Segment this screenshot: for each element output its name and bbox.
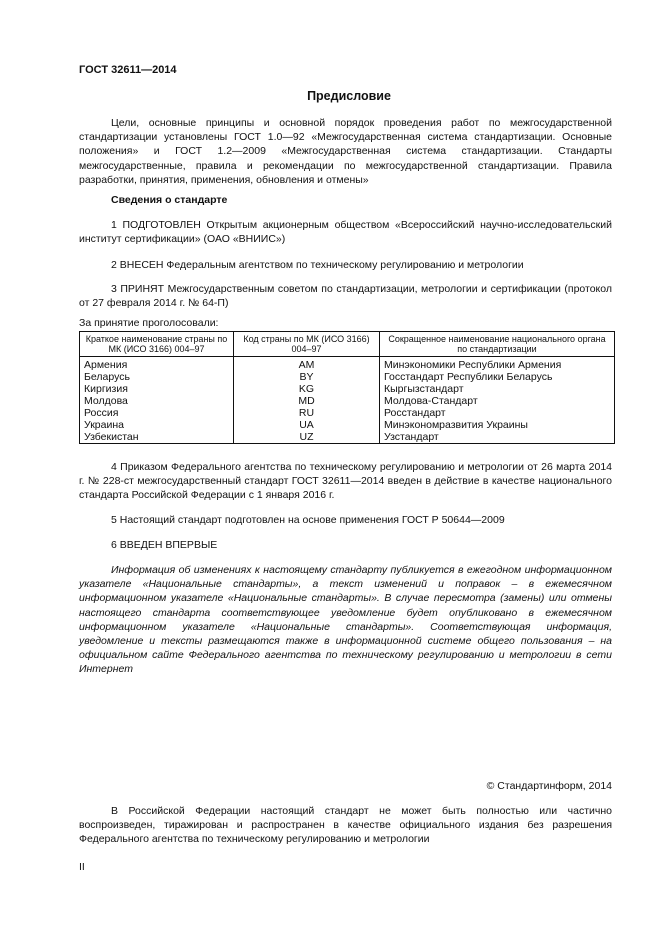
body-cell: Госстандарт Республики Беларусь <box>380 371 615 383</box>
item-5-basis: 5 Настоящий стандарт подготовлен на основе применения ГОСТ Р 50644—2009 <box>111 514 505 526</box>
item-3-adopted: 3 ПРИНЯТ Межгосударственным советом по стандартизации, метрологии и сертификации (протокол от 27 февраля 2014 г. № 64-П) <box>79 283 612 310</box>
country-cell: Беларусь <box>80 371 234 383</box>
table-row <box>80 407 615 419</box>
country-cell: Молдова <box>80 395 234 407</box>
vote-label: За принятие проголосовали: <box>79 317 219 329</box>
intro-paragraph: Цели, основные принципы и основной порядок проведения работ по межгосударственной стандартизации установлены ГОСТ 1.0—92 «Межгосударственная система стандартизации. Основные положения» и ГОСТ 1.2—2009 «Межгосударственная система стандартизации. Стандарты межгосударственные, правила и рекомендации по межгосударственной стандартизации. Правила разработки, принятия, применения, обновления и отмены» <box>79 117 612 186</box>
country-cell: Киргизия <box>80 383 234 395</box>
country-cell: Россия <box>80 407 234 419</box>
section-heading: Сведения о стандарте <box>111 194 228 206</box>
body-cell: Молдова-Стандарт <box>380 395 615 407</box>
table-row <box>80 431 615 444</box>
code-cell: MD <box>234 395 380 407</box>
table-row <box>80 419 615 431</box>
item-2-introduced: 2 ВНЕСЕН Федеральным агентством по техническому регулированию и метрологии <box>111 259 524 271</box>
body-cell: Минэкономики Республики Армения <box>380 357 615 372</box>
copyright-notice: © Стандартинформ, 2014 <box>486 780 612 792</box>
item-4-order: 4 Приказом Федерального агентства по техническому регулированию и метрологии от 26 марта 2014 г. № 228-ст межгосударственный стандарт ГОСТ 32611—2014 введен в действие в качестве национального стандарта Российской Федерации с 1 января 2016 г. <box>79 461 612 502</box>
code-cell: BY <box>234 371 380 383</box>
table-row <box>80 383 615 395</box>
column-header-body: Сокращенное наименование национального органа по стандартизации <box>380 332 615 357</box>
column-header-code: Код страны по МК (ИСО 3166) 004–97 <box>234 332 380 357</box>
country-cell: Узбекистан <box>80 431 234 444</box>
code-cell: AM <box>234 357 380 372</box>
body-cell: Узстандарт <box>380 431 615 444</box>
voting-table <box>79 331 615 444</box>
country-cell: Армения <box>80 357 234 372</box>
rights-paragraph: В Российской Федерации настоящий стандарт не может быть полностью или частично воспроизведен, тиражирован и распространен в качестве официального издания без разрешения Федерального агентства по техническому регулированию и метрологии <box>79 805 612 846</box>
body-cell: Минэкономразвития Украины <box>380 419 615 431</box>
item-1-prepared: 1 ПОДГОТОВЛЕН Открытым акционерным обществом «Всероссийский научно-исследовательский институт сертификации» (ОАО «ВНИИС») <box>79 219 612 246</box>
page-title: Предисловие <box>307 89 391 103</box>
code-cell: UZ <box>234 431 380 444</box>
code-cell: UA <box>234 419 380 431</box>
table-row <box>80 371 615 383</box>
item-6-first-introduced: 6 ВВЕДЕН ВПЕРВЫЕ <box>111 539 218 551</box>
notice-paragraph: Информация об изменениях к настоящему стандарту публикуется в ежегодном информационном указателе «Национальные стандарты», а текст изменений и поправок – в ежемесячном информационном указателе «Национальные стандарты». В случае пересмотра (замены) или отмены настоящего стандарта соответствующее уведомление будет опубликовано в ежемесячном информационном указателе «Национальные стандарты». Соответствующая информация, уведомление и тексты размещаются также в информационной системе общего пользования – на официальном сайте Федерального агентства по техническому регулированию и метрологии в сети Интернет <box>79 564 612 676</box>
document-code-header: ГОСТ 32611—2014 <box>79 64 177 76</box>
table-row <box>80 395 615 407</box>
code-cell: KG <box>234 383 380 395</box>
code-cell: RU <box>234 407 380 419</box>
page-number: II <box>79 861 85 873</box>
table-header-row <box>80 332 615 357</box>
column-header-country: Краткое наименование страны по МК (ИСО 3166) 004–97 <box>80 332 234 357</box>
body-cell: Росстандарт <box>380 407 615 419</box>
body-cell: Кыргызстандарт <box>380 383 615 395</box>
country-cell: Украина <box>80 419 234 431</box>
table-row <box>80 357 615 372</box>
